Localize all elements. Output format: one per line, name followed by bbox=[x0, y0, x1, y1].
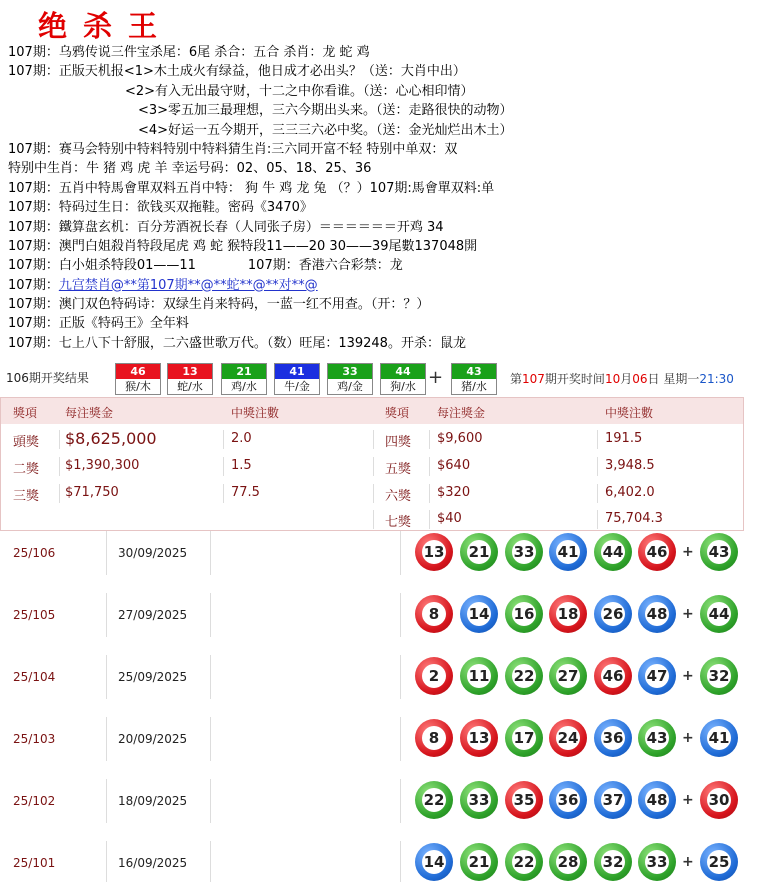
column-divider bbox=[106, 531, 107, 575]
column-divider bbox=[210, 779, 211, 823]
lottery-ball bbox=[460, 595, 498, 633]
ball-number: 44 bbox=[601, 540, 625, 564]
prize-winners: 77.5 bbox=[231, 485, 260, 500]
prediction-line: 107期：乌鸦传说三件宝杀尾：6尾 杀合：五合 杀肖：龙 蛇 鸡 bbox=[8, 45, 370, 60]
lottery-ball bbox=[415, 719, 453, 757]
prediction-line: <3>零五加三最理想，三六今期出头来。（送：走路很快的动物） bbox=[8, 103, 513, 119]
history-period: 25/106 bbox=[13, 546, 56, 560]
prediction-line: 107期：白小姐杀特段01——11 107期：香港六合彩禁：龙 bbox=[8, 258, 403, 274]
ball-number: 14 bbox=[422, 850, 446, 874]
lottery-ball bbox=[594, 595, 632, 633]
prediction-line: <2>有入无出最守财，十二之中你看谁。（送：心心相印情） bbox=[8, 83, 474, 99]
prize-row bbox=[1, 480, 743, 507]
history-date: 20/09/2025 bbox=[118, 732, 188, 746]
lottery-ball bbox=[415, 533, 453, 571]
ball-number: 37 bbox=[601, 788, 625, 812]
lottery-ball bbox=[638, 657, 676, 695]
lottery-ball bbox=[594, 781, 632, 819]
result-ball-tag bbox=[274, 363, 320, 395]
draw-time: 21:30 bbox=[699, 372, 734, 386]
next-draw-info bbox=[510, 370, 734, 387]
ball-number: 48 bbox=[645, 602, 669, 626]
lottery-ball bbox=[505, 657, 543, 695]
plus-sign: + bbox=[682, 792, 694, 808]
lottery-ball bbox=[638, 781, 676, 819]
prize-name: 二獎 bbox=[13, 462, 40, 477]
header-prize: 獎項 bbox=[13, 406, 38, 420]
lottery-ball bbox=[415, 843, 453, 881]
ball-number: 44 bbox=[707, 602, 731, 626]
prize-row bbox=[1, 426, 743, 453]
results-label: 106期开奖结果 bbox=[6, 371, 89, 385]
history-row bbox=[0, 593, 744, 637]
ball-number: 13 bbox=[467, 726, 491, 750]
history-row bbox=[0, 655, 744, 699]
plus-sign: + bbox=[682, 544, 694, 560]
ball-number: 41 bbox=[707, 726, 731, 750]
header-winners: 中獎注數 bbox=[605, 406, 654, 420]
ball-number: 26 bbox=[601, 602, 625, 626]
history-period: 25/103 bbox=[13, 732, 56, 746]
draw-mid: 期开奖时间 bbox=[544, 372, 605, 386]
column-divider bbox=[210, 593, 211, 637]
column-divider bbox=[400, 717, 401, 761]
ball-number: 36 bbox=[601, 726, 625, 750]
column-divider bbox=[106, 779, 107, 823]
ball-number: 28 bbox=[556, 850, 580, 874]
prediction-lines bbox=[8, 43, 758, 353]
prediction-line-link bbox=[8, 276, 758, 295]
lottery-ball bbox=[460, 719, 498, 757]
plus-sign: + bbox=[682, 854, 694, 870]
history-period: 25/101 bbox=[13, 856, 56, 870]
ball-number: 24 bbox=[556, 726, 580, 750]
lottery-ball bbox=[415, 595, 453, 633]
plus-sign: + bbox=[682, 606, 694, 622]
prediction-line: 107期：五肖中特馬會單双料五肖中特： 狗 牛 鸡 龙 兔 （？）107期:馬會單双料:单 bbox=[8, 180, 495, 196]
history-date: 25/09/2025 bbox=[118, 670, 188, 684]
draw-period: 107 bbox=[522, 372, 545, 386]
results-bar bbox=[0, 361, 761, 397]
result-ball-tag bbox=[380, 363, 426, 395]
prize-amount: $640 bbox=[437, 458, 471, 473]
ball-number: 22 bbox=[512, 850, 536, 874]
ball-number: 33 bbox=[328, 364, 372, 379]
special-ball bbox=[700, 781, 738, 819]
ball-number: 41 bbox=[275, 364, 319, 379]
history-row bbox=[0, 779, 744, 823]
ball-number: 21 bbox=[467, 540, 491, 564]
ball-zodiac: 猴/木 bbox=[125, 380, 151, 393]
ball-number: 36 bbox=[556, 788, 580, 812]
draw-month-unit: 月 bbox=[620, 372, 633, 386]
lottery-ball bbox=[505, 595, 543, 633]
ball-number: 21 bbox=[222, 364, 266, 379]
ball-number: 8 bbox=[422, 726, 446, 750]
prize-name: 五獎 bbox=[385, 462, 412, 477]
special-ball bbox=[700, 719, 738, 757]
ball-number: 25 bbox=[707, 850, 731, 874]
lottery-ball bbox=[594, 843, 632, 881]
lottery-ball bbox=[638, 533, 676, 571]
lottery-ball bbox=[505, 533, 543, 571]
prize-amount: $1,390,300 bbox=[65, 458, 140, 473]
prize-row bbox=[1, 506, 743, 533]
prize-winners: 191.5 bbox=[605, 431, 643, 446]
prediction-line: 107期：特码过生日：欲钱买双拖鞋。密码《3470》 bbox=[8, 200, 313, 216]
ball-number: 14 bbox=[467, 602, 491, 626]
link-prefix: 107期： bbox=[8, 277, 59, 293]
history-row bbox=[0, 531, 744, 575]
history-date: 30/09/2025 bbox=[118, 546, 188, 560]
draw-day: 06 bbox=[632, 372, 648, 386]
ball-number: 43 bbox=[452, 364, 496, 379]
ball-number: 17 bbox=[512, 726, 536, 750]
special-ball bbox=[700, 657, 738, 695]
ball-number: 30 bbox=[707, 788, 731, 812]
jiugong-link[interactable]: 九宫禁肖@**第107期**@**蛇**@**对**@ bbox=[58, 277, 318, 293]
column-divider bbox=[106, 593, 107, 637]
draw-day-unit: 日 星期一 bbox=[647, 372, 700, 386]
prize-amount: $9,600 bbox=[437, 431, 483, 446]
header-amount: 每注獎金 bbox=[65, 406, 114, 420]
lottery-ball bbox=[549, 781, 587, 819]
lottery-ball bbox=[415, 781, 453, 819]
header-amount: 每注獎金 bbox=[437, 406, 486, 420]
lottery-ball bbox=[415, 657, 453, 695]
lottery-ball bbox=[460, 657, 498, 695]
prediction-line: 107期：正版天机报<1>木土成火有绿益，他日成才必出头？（送：大肖中出） bbox=[8, 64, 466, 80]
column-divider bbox=[210, 531, 211, 575]
ball-number: 35 bbox=[512, 788, 536, 812]
lottery-ball bbox=[638, 719, 676, 757]
special-ball bbox=[700, 595, 738, 633]
ball-number: 46 bbox=[601, 664, 625, 688]
ball-number: 18 bbox=[556, 602, 580, 626]
header-winners: 中獎注數 bbox=[231, 406, 280, 420]
ball-number: 16 bbox=[512, 602, 536, 626]
prize-table bbox=[0, 397, 744, 531]
ball-number: 21 bbox=[467, 850, 491, 874]
ball-number: 43 bbox=[645, 726, 669, 750]
prize-winners: 6,402.0 bbox=[605, 485, 655, 500]
ball-zodiac: 狗/水 bbox=[390, 380, 416, 393]
ball-number: 27 bbox=[556, 664, 580, 688]
ball-number: 32 bbox=[601, 850, 625, 874]
lottery-ball bbox=[549, 719, 587, 757]
page-title: 绝杀王 bbox=[38, 9, 174, 43]
ball-number: 13 bbox=[168, 364, 212, 379]
plus-sign: + bbox=[682, 730, 694, 746]
special-ball bbox=[700, 843, 738, 881]
prediction-line: 107期：澳门双色特码诗：双绿生肖来特码，一蓝一红不用查。（开：？） bbox=[8, 297, 430, 313]
prediction-line: 107期：赛马会特别中特料特别中特料猜生肖:三六同开富不轻 特别中单双：双 bbox=[8, 141, 458, 157]
column-divider bbox=[210, 717, 211, 761]
history-period: 25/105 bbox=[13, 608, 56, 622]
lottery-ball bbox=[505, 843, 543, 881]
ball-number: 44 bbox=[381, 364, 425, 379]
lottery-ball bbox=[460, 533, 498, 571]
column-divider bbox=[106, 655, 107, 699]
lottery-ball bbox=[638, 595, 676, 633]
prize-name: 四獎 bbox=[385, 435, 412, 450]
result-ball-tag bbox=[115, 363, 161, 395]
prediction-line: 107期：澳門白姐殺肖特段尾虎 鸡 蛇 猴特段11——20 30——39尾數137048開 bbox=[8, 238, 478, 254]
ball-number: 22 bbox=[512, 664, 536, 688]
lottery-ball bbox=[460, 843, 498, 881]
prize-winners: 3,948.5 bbox=[605, 458, 655, 473]
prize-amount: $71,750 bbox=[65, 485, 119, 500]
header-prize: 獎項 bbox=[385, 406, 410, 420]
special-ball bbox=[700, 533, 738, 571]
ball-zodiac: 鸡/水 bbox=[231, 380, 257, 393]
lottery-ball bbox=[594, 719, 632, 757]
ball-number: 48 bbox=[645, 788, 669, 812]
history-row bbox=[0, 717, 744, 761]
ball-number: 33 bbox=[467, 788, 491, 812]
prize-row bbox=[1, 453, 743, 480]
prediction-line: 107期：鐵算盘玄机：百分芳酒祝长春（人同张子房）＝＝＝＝＝＝开鸡 34 bbox=[8, 219, 444, 235]
ball-number: 13 bbox=[422, 540, 446, 564]
column-divider bbox=[106, 717, 107, 761]
prize-name: 七獎 bbox=[385, 515, 412, 530]
column-divider bbox=[400, 593, 401, 637]
ball-number: 8 bbox=[422, 602, 446, 626]
ball-number: 47 bbox=[645, 664, 669, 688]
lottery-ball bbox=[549, 843, 587, 881]
lottery-ball bbox=[549, 533, 587, 571]
prize-amount: $8,625,000 bbox=[65, 429, 157, 448]
prize-winners: 1.5 bbox=[231, 458, 252, 473]
result-ball-tag bbox=[221, 363, 267, 395]
special-ball-tag bbox=[451, 363, 497, 395]
ball-number: 41 bbox=[556, 540, 580, 564]
ball-number: 46 bbox=[116, 364, 160, 379]
prize-amount: $40 bbox=[437, 511, 462, 526]
prize-winners: 75,704.3 bbox=[605, 511, 663, 526]
plus-sign: + bbox=[682, 668, 694, 684]
ball-number: 2 bbox=[422, 664, 446, 688]
ball-number: 43 bbox=[707, 540, 731, 564]
ball-zodiac: 猪/水 bbox=[461, 380, 487, 393]
draw-month: 10 bbox=[604, 372, 621, 386]
result-ball-tag bbox=[167, 363, 213, 395]
ball-number: 33 bbox=[645, 850, 669, 874]
column-divider bbox=[210, 841, 211, 882]
column-divider bbox=[400, 841, 401, 882]
lottery-ball bbox=[549, 595, 587, 633]
prize-name: 頭獎 bbox=[13, 435, 40, 450]
column-divider bbox=[400, 531, 401, 575]
ball-zodiac: 鸡/金 bbox=[337, 380, 363, 393]
lottery-ball bbox=[638, 843, 676, 881]
prize-table-header bbox=[1, 398, 743, 424]
lottery-ball bbox=[549, 657, 587, 695]
draw-pre: 第 bbox=[510, 372, 523, 386]
result-ball-tag bbox=[327, 363, 373, 395]
lottery-ball bbox=[505, 781, 543, 819]
prize-name: 三獎 bbox=[13, 489, 40, 504]
ball-number: 33 bbox=[512, 540, 536, 564]
prediction-line: 107期：七上八下十舒服，二六盛世歌万代。（数）旺尾：139248。开杀：鼠龙 bbox=[8, 335, 466, 351]
ball-number: 46 bbox=[645, 540, 669, 564]
column-divider bbox=[400, 655, 401, 699]
history-row bbox=[0, 841, 744, 882]
lottery-ball bbox=[594, 533, 632, 571]
history-date: 16/09/2025 bbox=[118, 856, 188, 870]
prediction-line: 特别中生肖：牛 猪 鸡 虎 羊 幸运号码：02、05、18、25、36 bbox=[8, 161, 372, 177]
ball-number: 22 bbox=[422, 788, 446, 812]
prize-amount: $320 bbox=[437, 485, 471, 500]
plus-sign: + bbox=[428, 367, 444, 388]
ball-zodiac: 蛇/水 bbox=[177, 380, 203, 393]
history-period: 25/104 bbox=[13, 670, 56, 684]
history-date: 18/09/2025 bbox=[118, 794, 188, 808]
history-period: 25/102 bbox=[13, 794, 56, 808]
lottery-ball bbox=[594, 657, 632, 695]
history-date: 27/09/2025 bbox=[118, 608, 188, 622]
lottery-ball bbox=[505, 719, 543, 757]
column-divider bbox=[400, 779, 401, 823]
ball-number: 11 bbox=[467, 664, 491, 688]
prize-name: 六獎 bbox=[385, 489, 412, 504]
prize-winners: 2.0 bbox=[231, 431, 252, 446]
prediction-line: <4>好运一五今期开，三三三六必中奖。（送：金光灿烂出木土） bbox=[8, 122, 513, 138]
ball-zodiac: 牛/金 bbox=[284, 380, 310, 393]
prediction-line: 107期：正版《特码王》全年料 bbox=[8, 316, 189, 332]
column-divider bbox=[106, 841, 107, 882]
column-divider bbox=[210, 655, 211, 699]
ball-number: 32 bbox=[707, 664, 731, 688]
lottery-ball bbox=[460, 781, 498, 819]
